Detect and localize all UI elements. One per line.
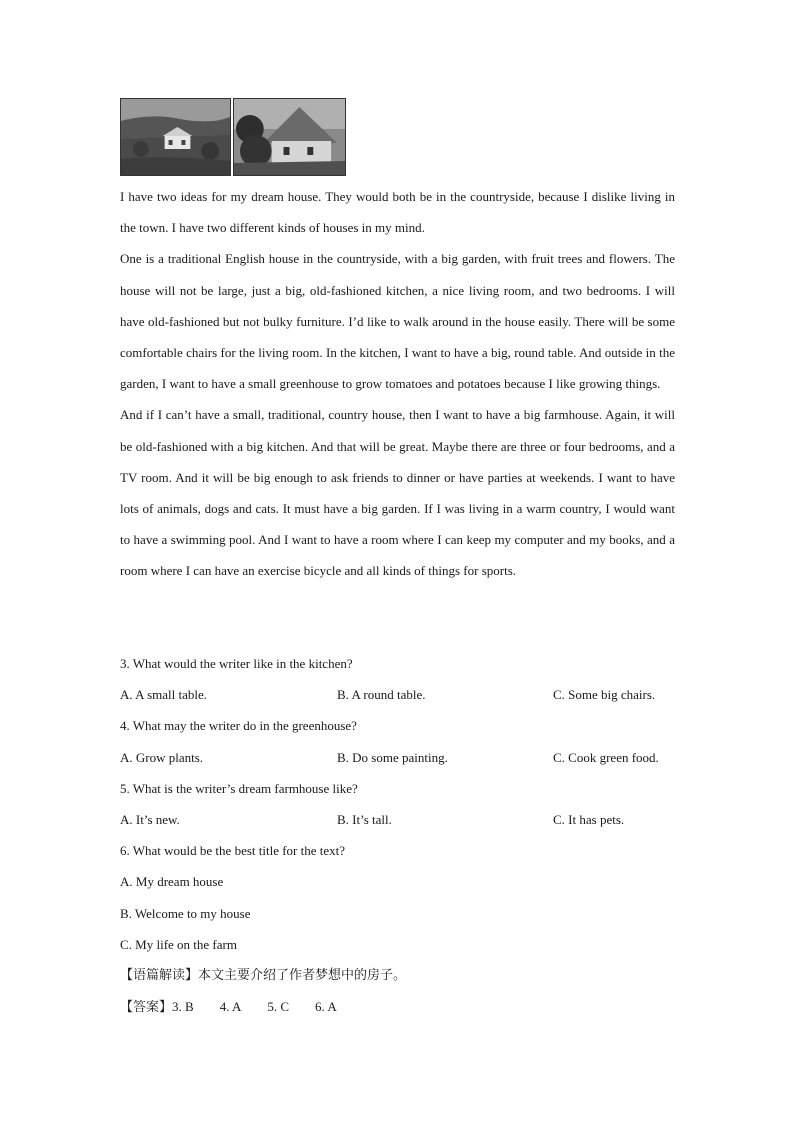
house-images (120, 98, 346, 176)
answer-item: 4. A (219, 999, 242, 1015)
answer-label: 【答案】 (120, 1000, 173, 1016)
question-4: 4. What may the writer do in the greenhouse? (120, 718, 357, 734)
option-b: B. Welcome to my house (120, 905, 251, 921)
analysis-label: 【语篇解读】 (120, 968, 199, 983)
option-c: C. Cook green food. (553, 749, 659, 765)
answer-section (120, 960, 680, 1022)
option-a: A. It’s new. (120, 811, 180, 827)
passage-paragraph: I have two ideas for my dream house. They would both be in the countryside, because I dislike living in the town. I have two different kinds of houses in my mind. (120, 189, 675, 236)
option-a: A. My dream house (120, 874, 224, 890)
answer-line (120, 991, 680, 1022)
question-5-options (120, 804, 700, 835)
question-6: 6. What would be the best title for the text? (120, 843, 346, 859)
question-3-options (120, 679, 700, 710)
option-b: B. It’s tall. (337, 811, 392, 827)
analysis-text: 本文主要介绍了作者梦想中的房子。 (198, 968, 407, 983)
option-a: A. Grow plants. (120, 749, 204, 765)
option-b: B. Do some painting. (337, 749, 448, 765)
option-c: C. My life on the farm (120, 936, 237, 952)
reading-passage (120, 181, 675, 587)
country-house-photo (120, 98, 231, 176)
answer-item: 5. C (267, 999, 290, 1015)
option-c: C. It has pets. (553, 811, 625, 827)
analysis-line (120, 960, 680, 991)
answer-item: 6. A (315, 999, 337, 1015)
option-b: B. A round table. (337, 687, 426, 703)
question-3: 3. What would the writer like in the kitchen? (120, 656, 353, 671)
answer-item: 3. B (172, 999, 194, 1015)
passage-paragraph: One is a traditional English house in the countryside, with a big garden, with fruit trees and flowers. The house will not be large, just a big, old-fashioned kitchen, a nice living room, and two bedrooms. I will have old-fashioned but not bulky furniture. I’d like to walk around in the house easily. There will be some comfortable chairs for the living room. In the kitchen, I want to have a big, round table. And outside in the garden, I want to have a small greenhouse to grow tomatoes and potatoes because I like growing things. (120, 251, 675, 392)
passage-paragraph: And if I can’t have a small, traditional, country house, then I want to have a big farmhouse. Again, it will be old-fashioned with a big kitchen. And that will be great. Maybe there are three or four bedrooms, and a TV room. And it will be big enough to ask friends to dinner or have parties at weekends. I want to have lots of animals, dogs and cats. It must have a big garden. If I was living in a warm country, I would want to have a swimming pool. And I want to have a room where I can keep my computer and my books, and a room where I can have an exercise bicycle and all kinds of things for sports. (120, 407, 675, 579)
question-5: 5. What is the writer’s dream farmhouse like? (120, 780, 358, 796)
farmhouse-photo (233, 98, 346, 176)
option-c: C. Some big chairs. (553, 687, 656, 703)
option-a: A. A small table. (120, 687, 208, 703)
question-4-options (120, 742, 700, 773)
question-list (120, 648, 700, 960)
